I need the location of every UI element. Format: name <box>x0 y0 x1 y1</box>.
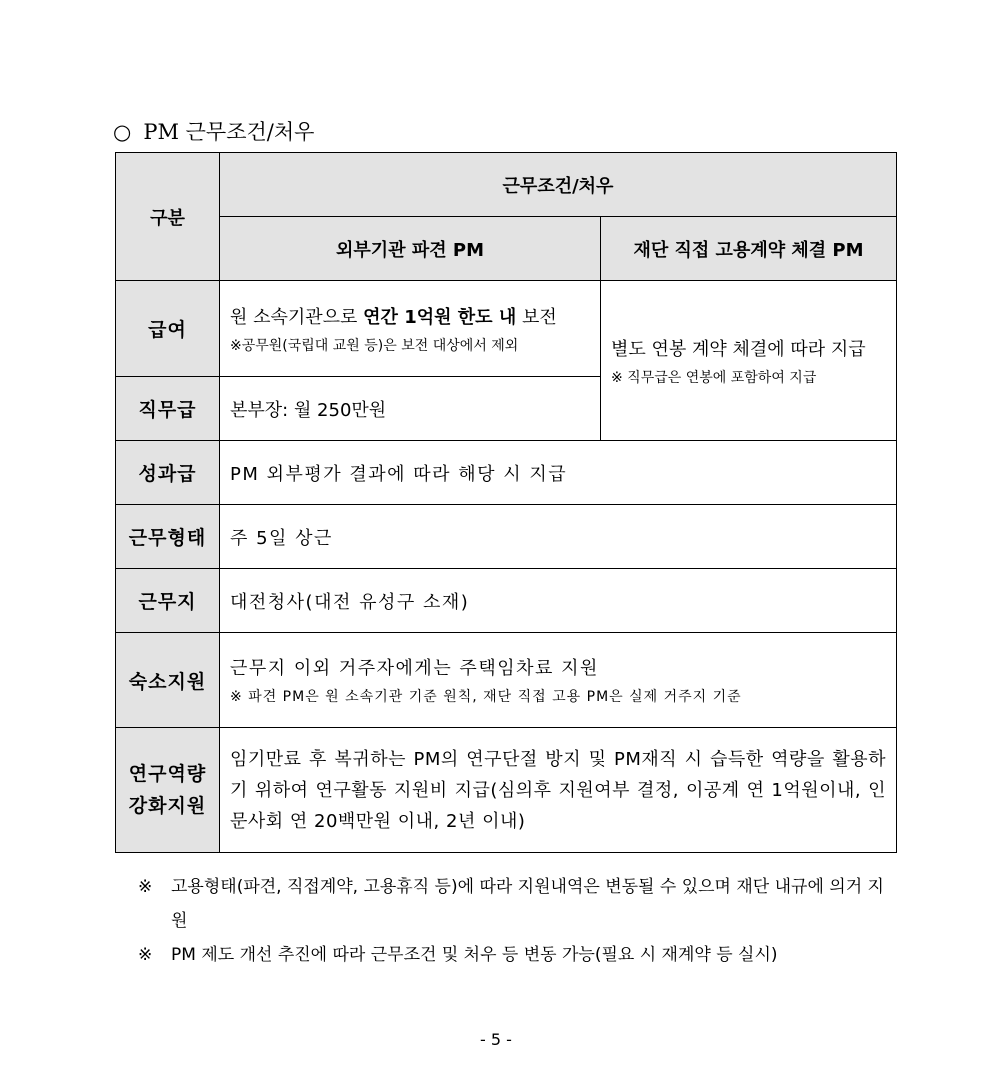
direct-pm-header: 재단 직접 고용계약 체결 PM <box>601 217 897 281</box>
salary-external-note: ※공무원(국립대 교원 등)은 보전 대상에서 제외 <box>230 337 519 354</box>
housing-note: ※ 파견 PM은 원 소속기관 기준 원칙, 재단 직접 고용 PM은 실제 거주지 기준 <box>230 689 742 705</box>
table-row <box>116 281 897 377</box>
external-pm-header: 외부기관 파견 PM <box>220 217 601 281</box>
table-row <box>116 633 897 728</box>
row-label-housing: 숙소지원 <box>116 633 220 728</box>
salary-external-suffix: 보전 <box>516 306 557 328</box>
table-row <box>116 441 897 505</box>
salary-direct-note: ※ 직무급은 연봉에 포함하여 지급 <box>611 369 817 386</box>
salary-external-cell <box>220 281 601 377</box>
row-label-duty-pay: 직무급 <box>116 377 220 441</box>
footnote-text: 고용형태(파견, 직접계약, 고용휴직 등)에 따라 지원내역은 변동될 수 있으며 재단 내규에 의거 지원 <box>171 877 884 931</box>
conditions-header: 근무조건/처우 <box>220 153 897 217</box>
housing-cell <box>220 633 897 728</box>
housing-value: 근무지 이외 거주자에게는 주택임차료 지원 <box>230 658 599 679</box>
salary-direct-text: 별도 연봉 계약 체결에 따라 지급 <box>611 338 866 360</box>
research-value: 임기만료 후 복귀하는 PM의 연구단절 방지 및 PM재직 시 습득한 역량을 활용하기 위하여 연구활동 지원비 지급(심의후 지원여부 결정, 이공계 연 1억원이내, 인문사회 연 20백만원 이내, 2년 이내) <box>220 728 897 853</box>
duty-pay-external: 본부장: 월 250만원 <box>220 377 601 441</box>
footnote-text: PM 제도 개선 추진에 따라 근무조건 및 처우 등 변동 가능(필요 시 재계약 등 실시) <box>171 945 778 965</box>
circle-bullet-icon: ○ <box>113 120 132 144</box>
research-label-line1: 연구역량 <box>128 763 207 785</box>
row-label-workplace: 근무지 <box>116 569 220 633</box>
table-row <box>116 505 897 569</box>
row-label-performance: 성과급 <box>116 441 220 505</box>
row-label-work-type: 근무형태 <box>116 505 220 569</box>
footnotes <box>138 870 898 972</box>
category-header: 구분 <box>116 153 220 281</box>
section-title <box>113 116 314 146</box>
conditions-table <box>115 152 897 853</box>
workplace-value: 대전청사(대전 유성구 소재) <box>220 569 897 633</box>
reference-mark-icon: ※ <box>138 945 153 965</box>
table-row <box>116 569 897 633</box>
row-label-salary: 급여 <box>116 281 220 377</box>
salary-direct-cell <box>601 281 897 441</box>
salary-external-bold: 연간 1억원 한도 내 <box>363 306 517 328</box>
footnote-item <box>138 938 898 972</box>
page-number: - 5 - <box>480 1030 512 1049</box>
section-title-text: PM 근무조건/처우 <box>143 120 315 144</box>
footnote-item <box>138 870 898 938</box>
performance-value: PM 외부평가 결과에 따라 해당 시 지급 <box>220 441 897 505</box>
row-label-research <box>116 728 220 853</box>
research-label-line2: 강화지원 <box>128 795 207 817</box>
work-type-value: 주 5일 상근 <box>220 505 897 569</box>
reference-mark-icon: ※ <box>138 877 153 897</box>
salary-external-text <box>230 303 590 329</box>
table-row <box>116 728 897 853</box>
salary-external-prefix: 원 소속기관으로 <box>230 306 364 328</box>
